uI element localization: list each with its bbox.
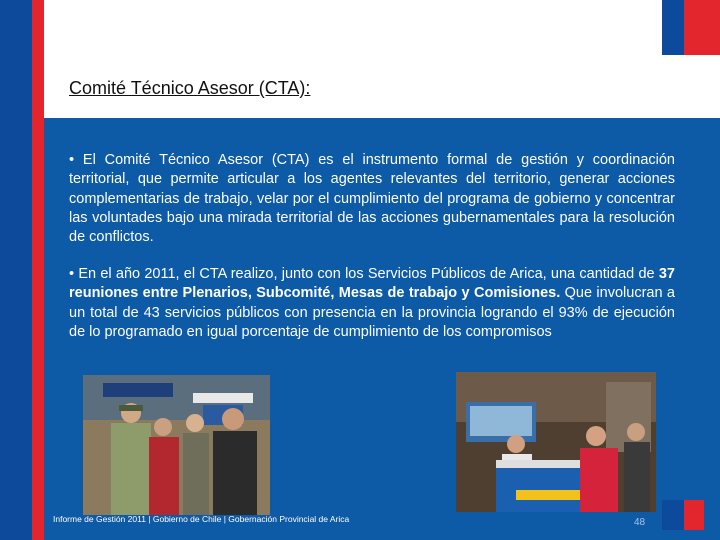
slide-footer: Informe de Gestión 2011 | Gobierno de Chile | Gobernación Provincial de Arica <box>53 514 350 524</box>
bullet-cta-description: • El Comité Técnico Asesor (CTA) es el instrumento formal de gestión y coordinación territorial, que permite articular a los agentes relevantes del territorio, generar acciones complementarias de trabajo, velar por el cumplimiento del programa de gobierno y concentrar las voluntades bajo una mirada territorial de las acciones gubernamentales para la resolución de conflictos. <box>69 152 675 246</box>
flag-bottom-red <box>684 500 704 530</box>
left-stripe-white <box>44 0 60 118</box>
flag-bottom-blue <box>662 500 684 530</box>
photo-service-counter <box>456 372 656 512</box>
bullet-results-bold: 37 reuniones entre Plenarios, Subcomité, Mesas de trabajo y Comisiones. <box>69 266 675 302</box>
bullet-results-suffix: Que involucran a un total de 43 servicios públicos con presencia en la provincia logrando el 93% de ejecución de lo programado en igual porcentaje de cumplimiento de los compromisos <box>69 285 675 340</box>
photo-counter-image <box>456 372 656 512</box>
page-number: 48 <box>634 517 646 528</box>
flag-top-blue <box>662 0 684 55</box>
left-stripe-red <box>32 0 44 540</box>
left-stripe-blue <box>0 0 32 540</box>
bullet-results-prefix: • En el año 2011, el CTA realizo, junto con los Servicios Públicos de Arica, una cantidad de <box>69 266 659 282</box>
photo-officials-image <box>83 375 270 515</box>
photo-officials-meeting <box>83 375 270 515</box>
slide-title: Comité Técnico Asesor (CTA): <box>69 78 311 98</box>
flag-top-red <box>684 0 720 55</box>
bullet-cta-results <box>69 265 675 342</box>
